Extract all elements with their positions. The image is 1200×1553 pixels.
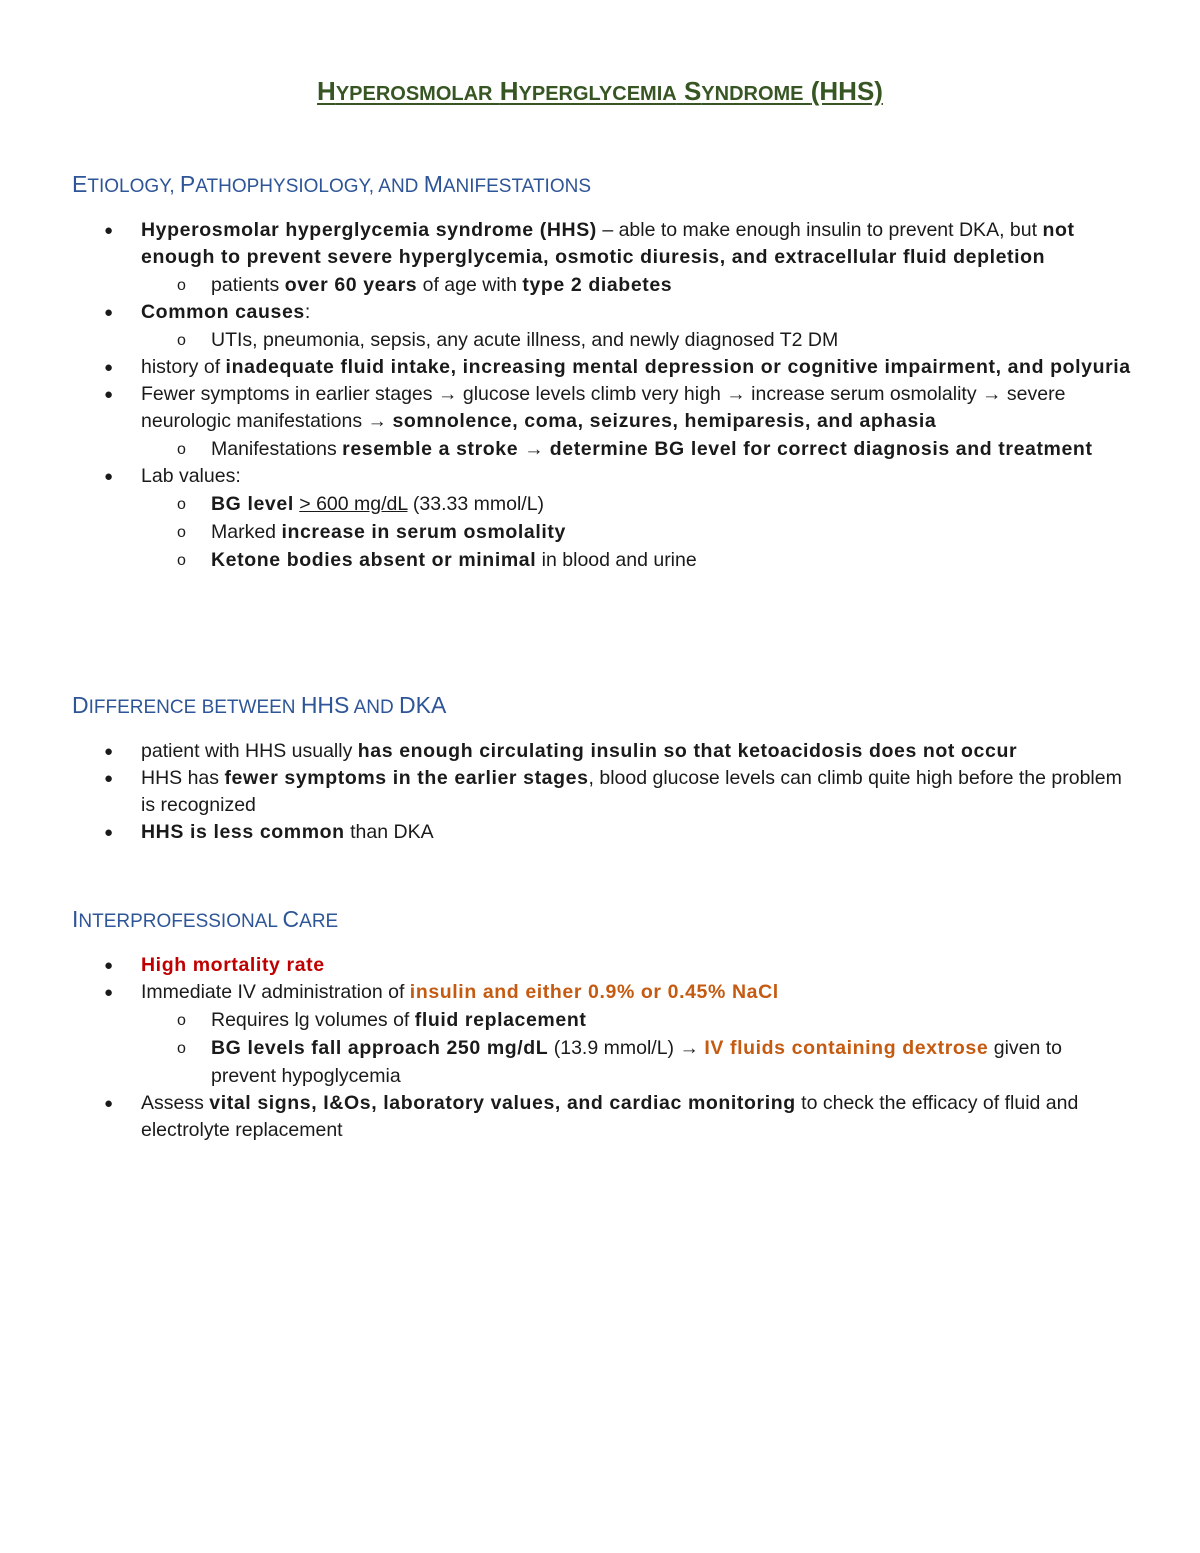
list-item: o patients over 60 years of age with type 2 diabetes (141, 271, 1121, 299)
sub-bullet-icon: o (177, 332, 186, 349)
section-heading-care: INTERPROFESSIONAL CARE (72, 906, 339, 932)
list-item: o BG level > 600 mg/dL (33.33 mmol/L) (141, 490, 1121, 518)
sub-bullet-icon: o (177, 524, 186, 541)
list-item: ● Assess vital signs, I&Os, laboratory values, and cardiac monitoring to check the efficacy of fluid and electrolyte replacement (104, 1092, 1079, 1141)
bullet-icon: ● (104, 743, 114, 760)
arrow-icon: → (981, 383, 1002, 405)
care-list (0, 952, 1131, 1144)
list-item: o Requires lg volumes of fluid replacement (141, 1006, 1121, 1034)
sub-bullet-icon: o (177, 552, 186, 569)
list-item: ● history of inadequate fluid intake, increasing mental depression or cognitive impairment, and polyuria (0, 354, 1131, 381)
bullet-icon: ● (104, 222, 114, 239)
difference-list (0, 738, 1131, 846)
arrow-icon: → (367, 410, 388, 432)
section-heading-etiology: ETIOLOGY, PATHOPHYSIOLOGY, AND MANIFESTATIONS (72, 171, 591, 197)
bullet-icon: ● (104, 304, 114, 321)
arrow-icon: → (726, 383, 746, 405)
list-item: o UTIs, pneumonia, sepsis, any acute illness, and newly diagnosed T2 DM (141, 326, 1121, 354)
list-item: ● Hyperosmolar hyperglycemia syndrome (HHS) – able to make enough insulin to prevent DKA, but not enough to prevent severe hyperglycemia, osmotic diuresis, and extracellular fluid depletion o patients over 60 years of age with type 2 diabetes (0, 217, 1131, 299)
bullet-icon: ● (104, 984, 114, 1001)
sub-bullet-icon: o (177, 441, 186, 458)
list-item: ● HHS is less common than DKA (0, 819, 1131, 846)
arrow-icon: → (524, 438, 544, 460)
bullet-icon: ● (104, 468, 114, 485)
list-item: o BG levels fall approach 250 mg/dL (13.9 mmol/L) → IV fluids containing dextrose given to prevent hypoglycemia (177, 1037, 1063, 1087)
bullet-icon: ● (104, 770, 114, 787)
page-title: HYPEROSMOLAR HYPERGLYCEMIA SYNDROME (HHS) (317, 76, 883, 106)
list-item: ● HHS has fewer symptoms in the earlier stages, blood glucose levels can climb quite high before the problem is recognized (104, 767, 1122, 816)
section-heading-difference: DIFFERENCE BETWEEN HHS AND DKA (72, 692, 447, 718)
list-item: ● patient with HHS usually has enough circulating insulin so that ketoacidosis does not occur (0, 738, 1131, 765)
arrow-icon: → (437, 383, 458, 405)
bullet-icon: ● (104, 1095, 114, 1112)
list-item: o Marked increase in serum osmolality (141, 518, 1121, 546)
list-item: o Ketone bodies absent or minimal in blood and urine (141, 546, 1121, 574)
etiology-list (0, 217, 1131, 574)
list-item: ● Fewer symptoms in earlier stages → glucose levels climb very high → increase serum osmolality → severe neurologic manifestations → somnolence, coma, seizures, hemiparesis, and aphasia o Manifestations resemble a stroke → determine BG level for correct diagnosis and treatment (0, 381, 1131, 463)
list-item: ● Lab values: o BG level > 600 mg/dL (33.33 mmol/L) o Marked increase in serum osmolality o Ketone bodies absent or minimal in blood and urine (0, 463, 1131, 574)
sub-bullet-icon: o (177, 277, 186, 294)
sub-bullet-icon: o (177, 496, 186, 513)
bullet-icon: ● (104, 824, 114, 841)
bullet-icon: ● (104, 359, 114, 376)
sub-bullet-icon: o (177, 1012, 186, 1029)
arrow-icon: → (679, 1037, 699, 1059)
list-item: ● Immediate IV administration of insulin and either 0.9% or 0.45% NaCl o Requires lg volumes of fluid replacement o BG levels fall approach 250 mg/dL (13.9 mmol/L) → IV fluids containing dextrose given to prevent hypoglycemia (0, 979, 1131, 1090)
list-item: o Manifestations resemble a stroke → determine BG level for correct diagnosis and treatment (141, 435, 1121, 463)
list-item: ● Common causes: o UTIs, pneumonia, sepsis, any acute illness, and newly diagnosed T2 DM (0, 299, 1131, 354)
bullet-icon: ● (104, 957, 114, 974)
bullet-icon: ● (104, 386, 114, 403)
sub-bullet-icon: o (177, 1040, 186, 1057)
list-item: ● High mortality rate (0, 952, 1131, 979)
